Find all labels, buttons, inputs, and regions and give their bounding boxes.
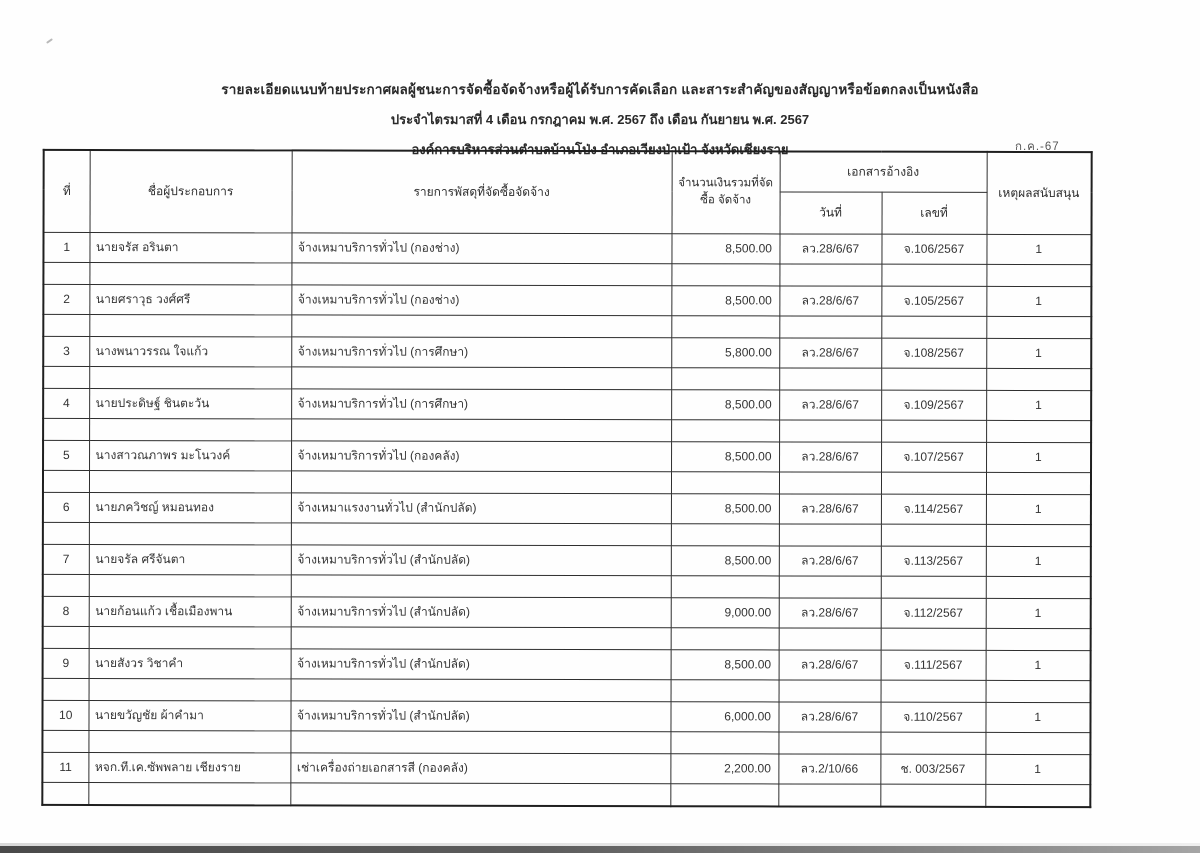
cell-vendor: นายจรัล ศรีจันตา [89, 544, 291, 574]
table-spacer-row [42, 730, 1090, 754]
cell-doc: จ.111/2567 [881, 650, 986, 680]
table-spacer-row [43, 626, 1091, 650]
cell-empty [89, 262, 291, 284]
cell-vendor: หจก.ที.เค.ซัพพลาย เชียงราย [88, 752, 290, 782]
cell-no: 4 [43, 388, 89, 418]
cell-reason: 1 [985, 754, 1090, 784]
table-spacer-row [42, 782, 1090, 807]
cell-empty [671, 263, 779, 285]
cell-vendor: นายประดิษฐ์ ชินตะวัน [89, 388, 291, 418]
table-spacer-row [43, 314, 1091, 338]
cell-doc: จ.112/2567 [881, 598, 986, 628]
col-header-amount: จำนวนเงินรวมที่จัดซื้อ จัดจ้าง [672, 151, 780, 233]
corner-date-note: ก.ค.-67 [1015, 141, 1060, 153]
cell-no: 8 [43, 596, 89, 626]
cell-doc: จ.113/2567 [881, 546, 986, 576]
cell-empty [89, 522, 291, 544]
cell-date: ลว.2/10/66 [778, 753, 880, 783]
col-header-vendor: ชื่อผู้ประกอบการ [90, 150, 292, 232]
cell-empty [986, 680, 1091, 702]
cell-date: ลว.28/6/67 [779, 389, 881, 419]
cell-no: 7 [43, 544, 89, 574]
cell-empty [290, 730, 670, 753]
cell-empty [671, 419, 779, 441]
cell-no: 11 [42, 752, 88, 782]
col-header-reason: เหตุผลสนับสนุน [987, 152, 1092, 234]
scan-edge-bar [0, 846, 1200, 853]
cell-empty [986, 576, 1091, 598]
cell-doc: จ.110/2567 [880, 702, 985, 732]
cell-empty [986, 524, 1091, 546]
cell-vendor: นางสาวณภาพร มะโนวงค์ [89, 440, 291, 470]
cell-empty [291, 366, 671, 389]
cell-reason: 1 [986, 650, 1091, 680]
cell-empty [43, 626, 89, 648]
cell-empty [671, 523, 779, 545]
cell-reason: 1 [986, 442, 1091, 472]
cell-empty [671, 367, 779, 389]
cell-doc: จ.108/2567 [881, 338, 986, 368]
cell-amount: 2,200.00 [670, 753, 778, 783]
cell-empty [985, 784, 1090, 807]
table-row [43, 336, 1091, 368]
cell-item: จ้างเหมาบริการทั่วไป (กองช่าง) [291, 232, 671, 263]
cell-empty [291, 418, 671, 441]
table-row [43, 232, 1091, 264]
cell-empty [881, 368, 986, 390]
cell-empty [986, 472, 1091, 494]
table-spacer-row [43, 418, 1091, 442]
cell-doc: จ.107/2567 [881, 442, 986, 472]
cell-empty [881, 264, 986, 286]
cell-empty [42, 782, 88, 805]
col-header-item: รายการพัสดุที่จัดซื้อจัดจ้าง [292, 150, 672, 233]
cell-item: จ้างเหมาบริการทั่วไป (การศึกษา) [291, 336, 671, 367]
cell-empty [290, 782, 670, 805]
cell-reason: 1 [986, 338, 1091, 368]
procurement-table-wrap [41, 149, 1092, 808]
cell-empty [779, 679, 881, 701]
cell-empty [671, 471, 779, 493]
cell-item: จ้างเหมาบริการทั่วไป (การศึกษา) [291, 388, 671, 419]
cell-empty [291, 678, 671, 701]
cell-date: ลว.28/6/67 [779, 597, 881, 627]
cell-empty [89, 366, 291, 388]
cell-item: จ้างเหมาบริการทั่วไป (กองช่าง) [291, 284, 671, 315]
cell-empty [43, 470, 89, 492]
table-row [42, 752, 1090, 784]
cell-vendor: นายภควิชญ์ หมอนทอง [89, 492, 291, 522]
cell-doc: จ.106/2567 [881, 234, 986, 264]
cell-empty [778, 731, 880, 753]
cell-reason: 1 [986, 390, 1091, 420]
table-row [43, 284, 1091, 316]
cell-vendor: นายก้อนแก้ว เชื้อเมืองพาน [89, 596, 291, 626]
cell-date: ลว.28/6/67 [778, 701, 880, 731]
col-header-ref-date: วันที่ [780, 191, 882, 233]
table-header [44, 150, 1092, 234]
procurement-table [41, 149, 1092, 808]
table-spacer-row [43, 366, 1091, 390]
cell-empty [42, 730, 88, 752]
cell-amount: 8,500.00 [671, 441, 779, 471]
cell-empty [779, 575, 881, 597]
cell-amount: 8,500.00 [671, 389, 779, 419]
cell-date: ลว.28/6/67 [779, 233, 881, 263]
cell-empty [291, 626, 671, 649]
cell-no: 5 [43, 440, 89, 470]
cell-item: จ้างเหมาแรงงานทั่วไป (สำนักปลัด) [291, 492, 671, 523]
cell-empty [779, 315, 881, 337]
cell-empty [670, 783, 778, 806]
cell-item: จ้างเหมาบริการทั่วไป (กองคลัง) [291, 440, 671, 471]
cell-empty [779, 263, 881, 285]
cell-empty [985, 732, 1090, 754]
cell-empty [89, 418, 291, 440]
col-header-reference-group: เอกสารอ้างอิง [780, 151, 987, 191]
cell-empty [43, 418, 89, 440]
document-title-line1: รายละเอียดแนบท้ายประกาศผลผู้ชนะการจัดซื้อจัดจ้างหรือผู้ได้รับการคัดเลือก และสาระสำคัญของสัญญาหรือข้อตกลงเป็นหนังสือ [221, 82, 979, 97]
cell-reason: 1 [986, 598, 1091, 628]
cell-date: ลว.28/6/67 [779, 493, 881, 523]
cell-reason: 1 [985, 702, 1090, 732]
cell-date: ลว.28/6/67 [779, 649, 881, 679]
cell-empty [881, 420, 986, 442]
cell-empty [986, 368, 1091, 390]
cell-empty [881, 628, 986, 650]
cell-empty [43, 262, 89, 284]
cell-empty [986, 628, 1091, 650]
cell-empty [881, 316, 986, 338]
cell-reason: 1 [986, 286, 1091, 316]
cell-vendor: นางพนาวรรณ ใจแก้ว [89, 336, 291, 366]
table-spacer-row [43, 574, 1091, 598]
cell-date: ลว.28/6/67 [779, 337, 881, 367]
cell-amount: 8,500.00 [671, 649, 779, 679]
cell-date: ลว.28/6/67 [779, 441, 881, 471]
cell-no: 1 [43, 232, 89, 262]
cell-empty [43, 574, 89, 596]
cell-empty [89, 314, 291, 336]
cell-empty [986, 264, 1091, 286]
cell-empty [986, 316, 1091, 338]
table-row [43, 388, 1091, 420]
cell-empty [89, 678, 291, 700]
cell-empty [778, 783, 880, 806]
cell-reason: 1 [986, 546, 1091, 576]
cell-empty [779, 523, 881, 545]
cell-amount: 9,000.00 [671, 597, 779, 627]
cell-no: 3 [43, 336, 89, 366]
cell-reason: 1 [986, 234, 1091, 264]
table-row [43, 492, 1091, 524]
cell-no: 10 [42, 700, 88, 730]
table-row [43, 596, 1091, 628]
cell-item: เช่าเครื่องถ่ายเอกสารสี (กองคลัง) [290, 752, 670, 783]
cell-vendor: นายจรัส อรินตา [89, 232, 291, 262]
cell-empty [671, 315, 779, 337]
cell-amount: 6,000.00 [670, 701, 778, 731]
cell-empty [43, 366, 89, 388]
cell-empty [779, 367, 881, 389]
scan-speckle [46, 38, 53, 44]
cell-empty [89, 470, 291, 492]
cell-empty [291, 314, 671, 337]
cell-empty [291, 522, 671, 545]
cell-item: จ้างเหมาบริการทั่วไป (สำนักปลัด) [291, 648, 671, 679]
table-spacer-row [43, 262, 1091, 286]
cell-empty [670, 731, 778, 753]
cell-empty [43, 678, 89, 700]
cell-vendor: นายขวัญชัย ผ้าคำมา [88, 700, 290, 730]
cell-doc: ช. 003/2567 [880, 754, 985, 784]
cell-date: ลว.28/6/67 [779, 545, 881, 575]
cell-empty [89, 626, 291, 648]
cell-empty [88, 782, 290, 805]
table-row [43, 544, 1091, 576]
cell-reason: 1 [986, 494, 1091, 524]
cell-empty [671, 627, 779, 649]
cell-item: จ้างเหมาบริการทั่วไป (สำนักปลัด) [291, 596, 671, 627]
cell-amount: 8,500.00 [671, 493, 779, 523]
table-row [42, 700, 1090, 732]
table-body [42, 232, 1091, 807]
cell-empty [671, 575, 779, 597]
cell-empty [671, 679, 779, 701]
table-row [43, 648, 1091, 680]
cell-empty [291, 574, 671, 597]
cell-empty [881, 576, 986, 598]
col-header-ref-number: เลขที่ [882, 192, 987, 234]
col-header-no: ที่ [44, 150, 90, 232]
cell-no: 9 [43, 648, 89, 678]
cell-amount: 8,500.00 [671, 545, 779, 575]
cell-empty [291, 262, 671, 285]
cell-empty [880, 732, 985, 754]
cell-empty [986, 420, 1091, 442]
cell-empty [779, 419, 881, 441]
cell-no: 6 [43, 492, 89, 522]
cell-empty [779, 627, 881, 649]
cell-empty [89, 574, 291, 596]
cell-doc: จ.114/2567 [881, 494, 986, 524]
cell-amount: 5,800.00 [671, 337, 779, 367]
cell-no: 2 [43, 284, 89, 314]
cell-amount: 8,500.00 [671, 233, 779, 263]
cell-empty [881, 680, 986, 702]
cell-empty [43, 522, 89, 544]
table-spacer-row [43, 522, 1091, 546]
cell-empty [291, 470, 671, 493]
cell-empty [881, 524, 986, 546]
table-spacer-row [43, 678, 1091, 702]
document-title-line2: ประจำไตรมาสที่ 4 เดือน กรกฎาคม พ.ศ. 2567 ถึง เดือน กันยายน พ.ศ. 2567 [390, 112, 810, 127]
cell-date: ลว.28/6/67 [779, 285, 881, 315]
cell-item: จ้างเหมาบริการทั่วไป (สำนักปลัด) [290, 700, 670, 731]
document-title-line3: องค์การบริหารส่วนตำบลบ้านโป่ง อำเภอเวียงป่าเป้า จังหวัดเชียงราย [411, 142, 789, 157]
table-spacer-row [43, 470, 1091, 494]
cell-empty [880, 784, 985, 807]
cell-empty [43, 314, 89, 336]
cell-empty [779, 471, 881, 493]
cell-doc: จ.109/2567 [881, 390, 986, 420]
cell-empty [881, 472, 986, 494]
cell-vendor: นายศราวุธ วงศ์ศรี [89, 284, 291, 314]
cell-amount: 8,500.00 [671, 285, 779, 315]
cell-item: จ้างเหมาบริการทั่วไป (สำนักปลัด) [291, 544, 671, 575]
cell-vendor: นายสังวร วิชาคำ [89, 648, 291, 678]
cell-empty [88, 730, 290, 752]
cell-doc: จ.105/2567 [881, 286, 986, 316]
table-row [43, 440, 1091, 472]
